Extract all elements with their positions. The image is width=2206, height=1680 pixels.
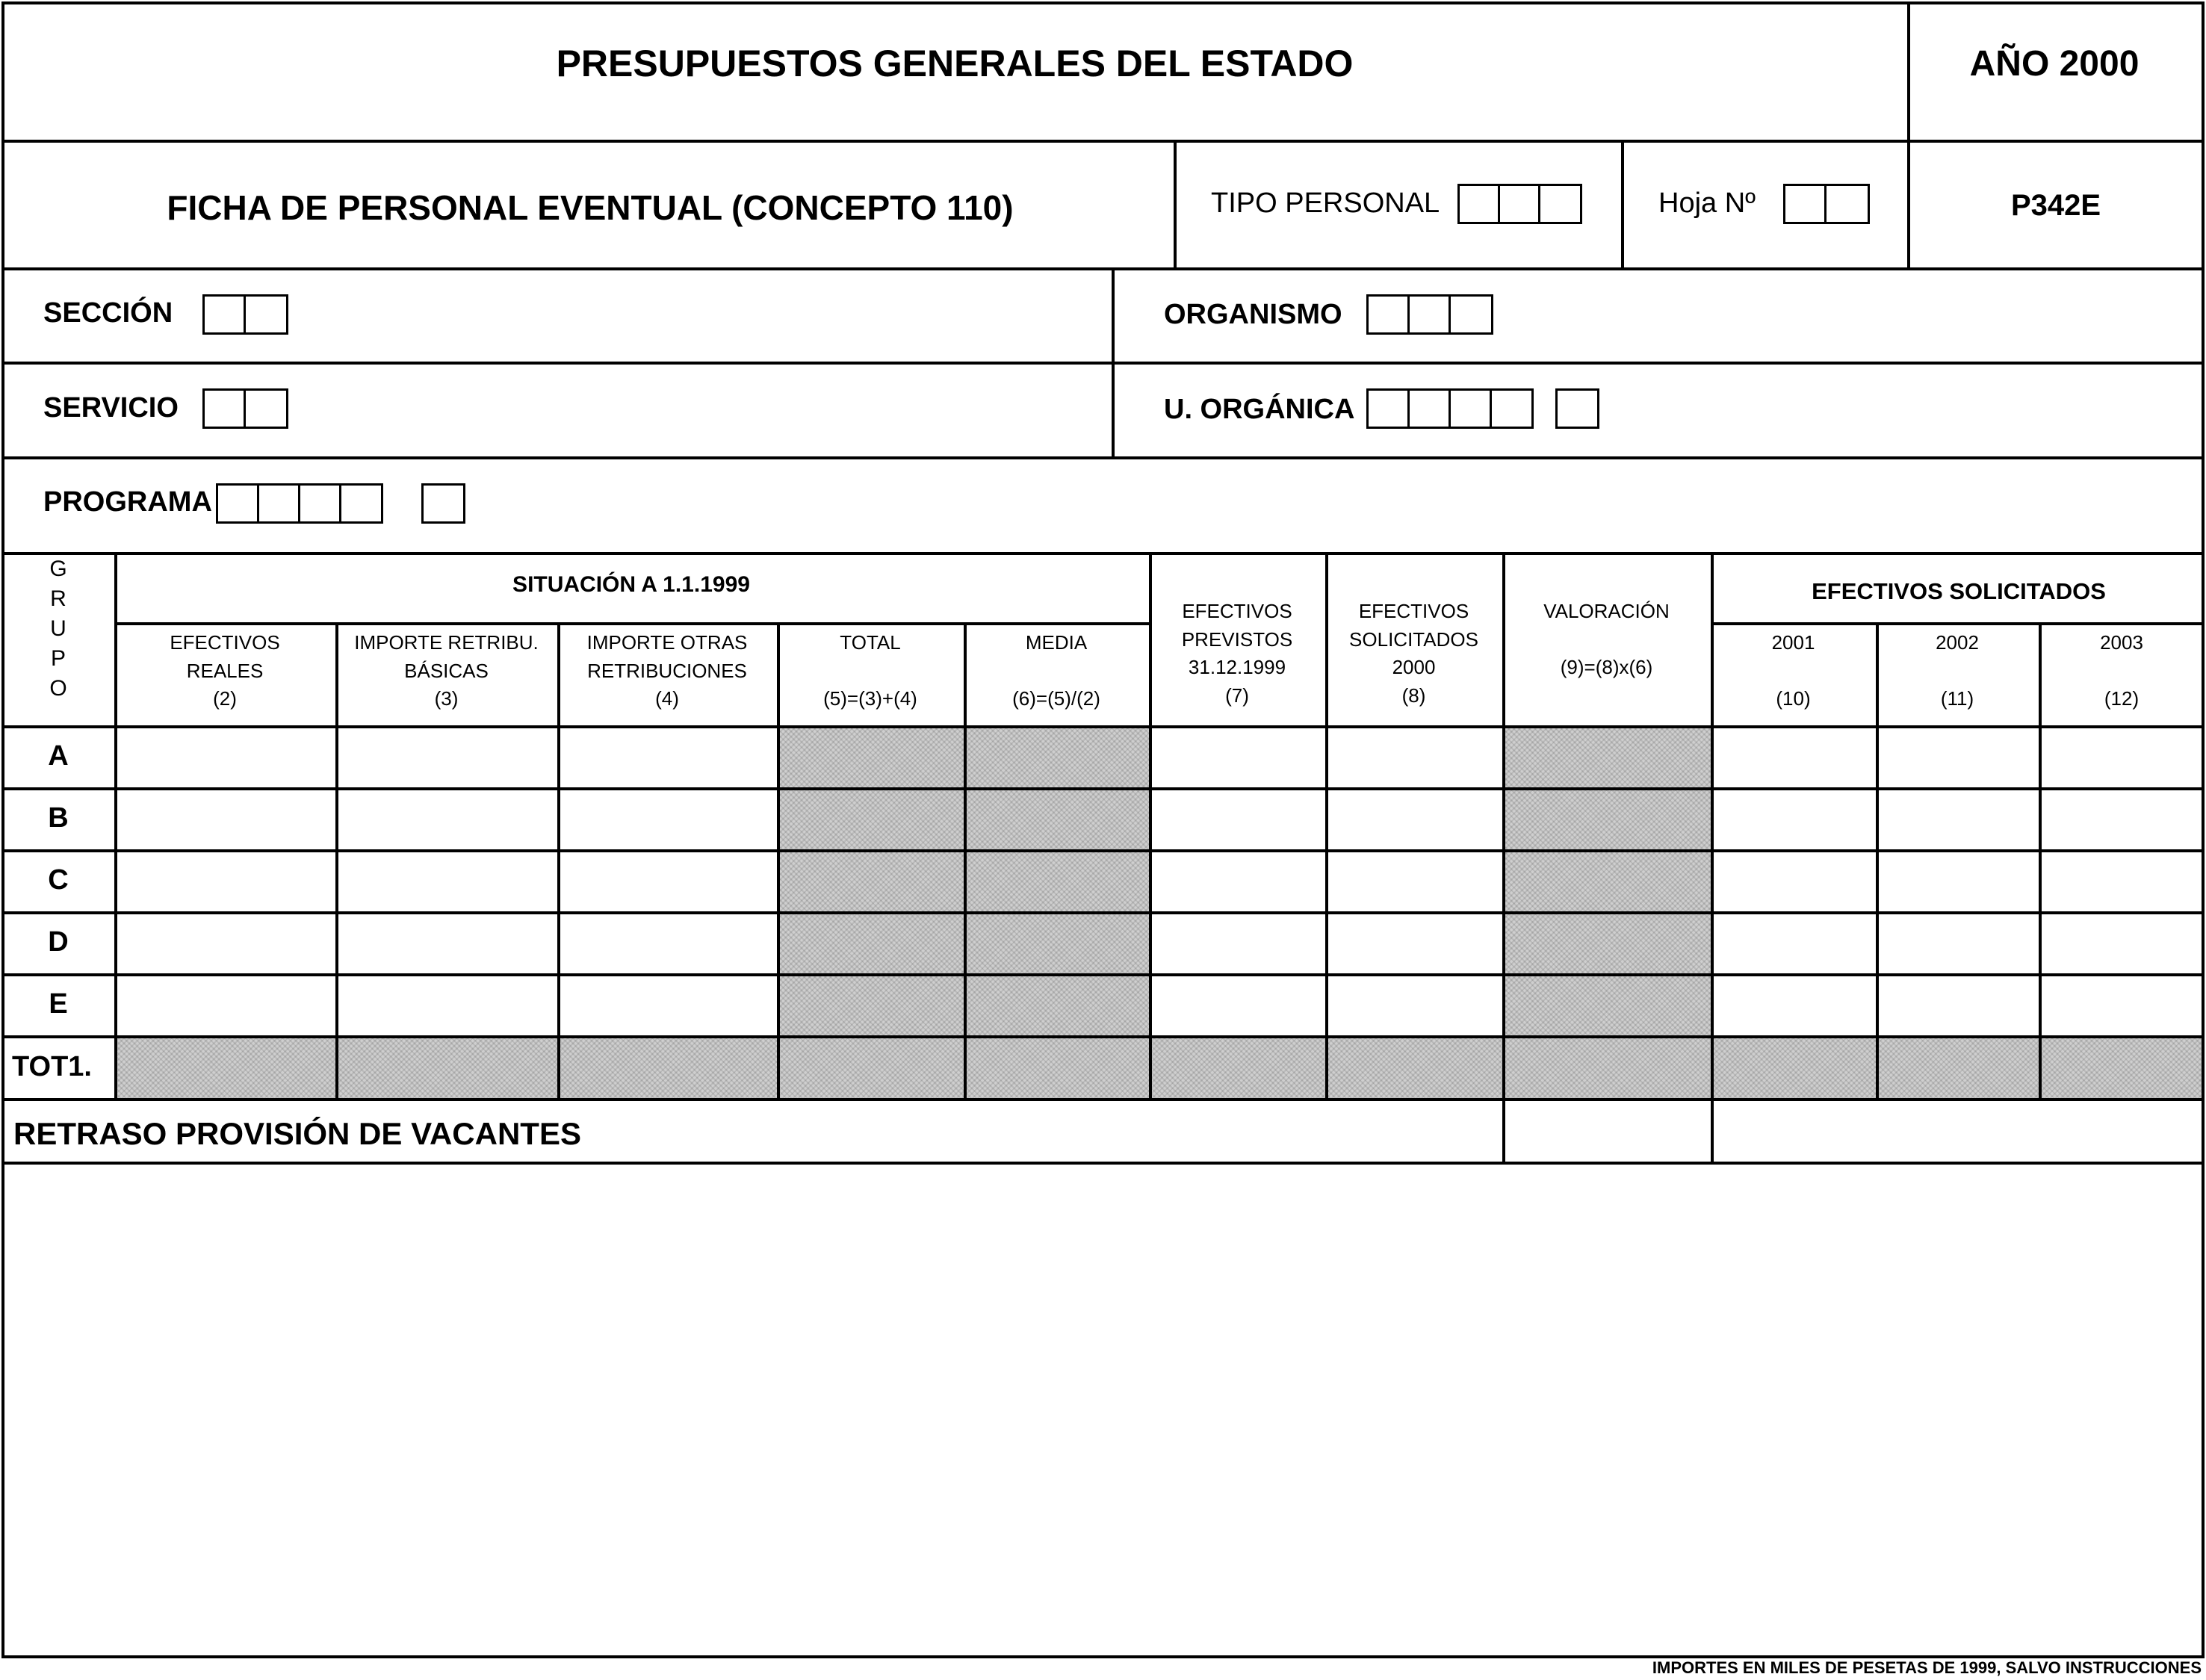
column-header — [354, 629, 539, 713]
column-header — [1936, 629, 1979, 713]
total-row-label: TOT1. — [12, 1051, 92, 1082]
page-title: PRESUPUESTOS GENERALES DEL ESTADO — [556, 43, 1354, 84]
column-header — [1182, 598, 1292, 710]
row-label: E — [49, 988, 68, 1020]
column-header-line: 2001 — [1771, 631, 1815, 654]
tipo-personal-field[interactable] — [1457, 184, 1582, 224]
servicio-label: SERVICIO — [43, 392, 179, 424]
grupo-letter: O — [49, 676, 67, 701]
column-header-line: REALES — [186, 659, 264, 682]
column-header-line: (5)=(3)+(4) — [823, 687, 917, 710]
column-header-line: PREVISTOS — [1181, 627, 1293, 651]
column-header — [1012, 629, 1100, 713]
column-header-line: MEDIA — [1025, 631, 1088, 654]
column-header-line: (9)=(8)x(6) — [1560, 656, 1653, 679]
column-header-line: (2) — [213, 687, 237, 710]
column-header-line: (10) — [1776, 687, 1811, 710]
row-label: A — [48, 740, 69, 772]
column-header-line — [1543, 626, 1670, 654]
column-header-line: EFECTIVOS — [1358, 600, 1469, 622]
hoja-field[interactable] — [1783, 184, 1870, 224]
hoja-label: Hoja Nº — [1658, 187, 1756, 219]
u-organica-label: U. ORGÁNICA — [1164, 394, 1355, 425]
column-header-line — [1012, 657, 1100, 686]
retraso-label: RETRASO PROVISIÓN DE VACANTES — [13, 1116, 581, 1151]
form-frame — [1, 1, 2205, 1658]
column-header-line: VALORACIÓN — [1543, 600, 1670, 622]
seccion-label: SECCIÓN — [43, 297, 173, 329]
column-header-line: (4) — [655, 687, 679, 710]
column-header — [823, 629, 917, 713]
column-header — [1349, 598, 1478, 710]
u-organica-check-field[interactable] — [1555, 388, 1599, 429]
column-header-line: (8) — [1401, 684, 1426, 707]
row-label: C — [48, 864, 69, 896]
column-header-line: (7) — [1225, 684, 1249, 707]
u-organica-field[interactable] — [1366, 388, 1534, 429]
grupo-header — [1, 555, 114, 725]
column-header-line: (11) — [1940, 687, 1974, 710]
situacion-header: SITUACIÓN A 1.1.1999 — [512, 572, 750, 597]
column-header-line: TOTAL — [840, 631, 901, 654]
column-header-line: (12) — [2104, 687, 2140, 710]
column-header-line — [2100, 657, 2143, 686]
column-header-line: IMPORTE RETRIBU. — [354, 631, 539, 654]
grupo-letter: U — [50, 616, 66, 641]
column-header-line: 2003 — [2100, 631, 2143, 654]
column-header-line: (6)=(5)/(2) — [1012, 687, 1100, 710]
tipo-personal-label: TIPO PERSONAL — [1211, 187, 1440, 219]
seccion-field[interactable] — [202, 294, 288, 335]
grupo-letter: G — [49, 557, 67, 581]
column-header — [1543, 598, 1670, 682]
grupo-letter: P — [50, 646, 66, 671]
column-header-line — [823, 657, 917, 686]
grupo-letter: R — [50, 586, 66, 611]
column-header — [2100, 629, 2143, 713]
footer-note: IMPORTES EN MILES DE PESETAS DE 1999, SALVO INSTRUCCIONES — [1652, 1658, 2202, 1677]
servicio-field[interactable] — [202, 388, 288, 429]
row-label: B — [48, 802, 69, 834]
column-header-line: 2000 — [1392, 656, 1436, 679]
programa-label: PROGRAMA — [43, 486, 212, 518]
column-header-line: IMPORTE OTRAS — [586, 631, 748, 654]
year-label: AÑO 2000 — [1969, 44, 2140, 84]
form-code: P342E — [2010, 189, 2101, 222]
column-header-line: 2002 — [1936, 631, 1979, 654]
programa-field[interactable] — [216, 483, 383, 524]
column-header-line: (3) — [434, 687, 459, 710]
column-header-line: EFECTIVOS — [1182, 600, 1292, 622]
column-header-line — [1936, 657, 1979, 686]
column-header — [1772, 629, 1815, 713]
row-label: D — [48, 926, 69, 958]
form-subtitle: FICHA DE PERSONAL EVENTUAL (CONCEPTO 110) — [167, 188, 1014, 227]
programa-check-field[interactable] — [421, 483, 465, 524]
organismo-field[interactable] — [1366, 294, 1493, 335]
column-header-line: RETRIBUCIONES — [587, 659, 747, 682]
column-header-line: BÁSICAS — [404, 659, 489, 682]
efectivos-solicitados-header: EFECTIVOS SOLICITADOS — [1812, 578, 2106, 604]
organismo-label: ORGANISMO — [1164, 299, 1342, 330]
column-header-line: SOLICITADOS — [1349, 627, 1478, 651]
column-header-line: EFECTIVOS — [170, 631, 280, 654]
column-header-line: 31.12.1999 — [1188, 656, 1286, 679]
column-header — [587, 629, 748, 713]
column-header-line — [1772, 657, 1815, 686]
column-header — [170, 629, 279, 713]
